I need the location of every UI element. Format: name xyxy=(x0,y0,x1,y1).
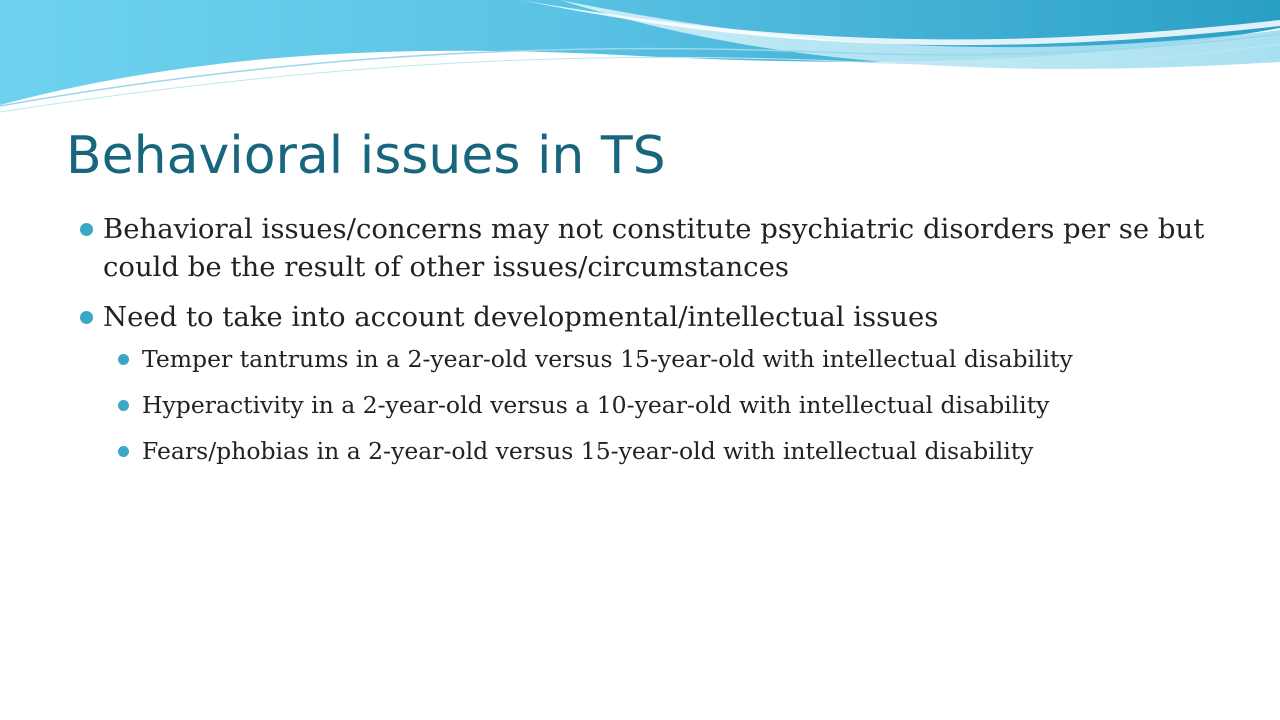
sub-bullet-item xyxy=(118,436,1250,466)
bullet-list xyxy=(80,210,1250,482)
bullet-dot xyxy=(80,223,93,236)
sub-bullet-text: Temper tantrums in a 2-year-old versus 15-year-old with intellectual disability xyxy=(142,345,1073,373)
bullet-item xyxy=(80,298,1250,336)
bullet-item xyxy=(80,210,1250,286)
slide-title: Behavioral issues in TS xyxy=(66,126,666,186)
header-wave-decoration xyxy=(0,0,1280,120)
bullet-dot xyxy=(118,446,129,457)
bullet-text: Need to take into account developmental/intellectual issues xyxy=(103,301,939,333)
bullet-text: Behavioral issues/concerns may not constitute psychiatric disorders per se but could be the result of other issues/circumstances xyxy=(103,213,1205,283)
bullet-dot xyxy=(118,400,129,411)
sub-bullet-item xyxy=(118,390,1250,420)
sub-bullet-list xyxy=(80,344,1250,466)
sub-bullet-text: Hyperactivity in a 2-year-old versus a 10-year-old with intellectual disability xyxy=(142,391,1050,419)
sub-bullet-item xyxy=(118,344,1250,374)
bullet-dot xyxy=(80,311,93,324)
bullet-dot xyxy=(118,354,129,365)
sub-bullet-text: Fears/phobias in a 2-year-old versus 15-year-old with intellectual disability xyxy=(142,437,1034,465)
